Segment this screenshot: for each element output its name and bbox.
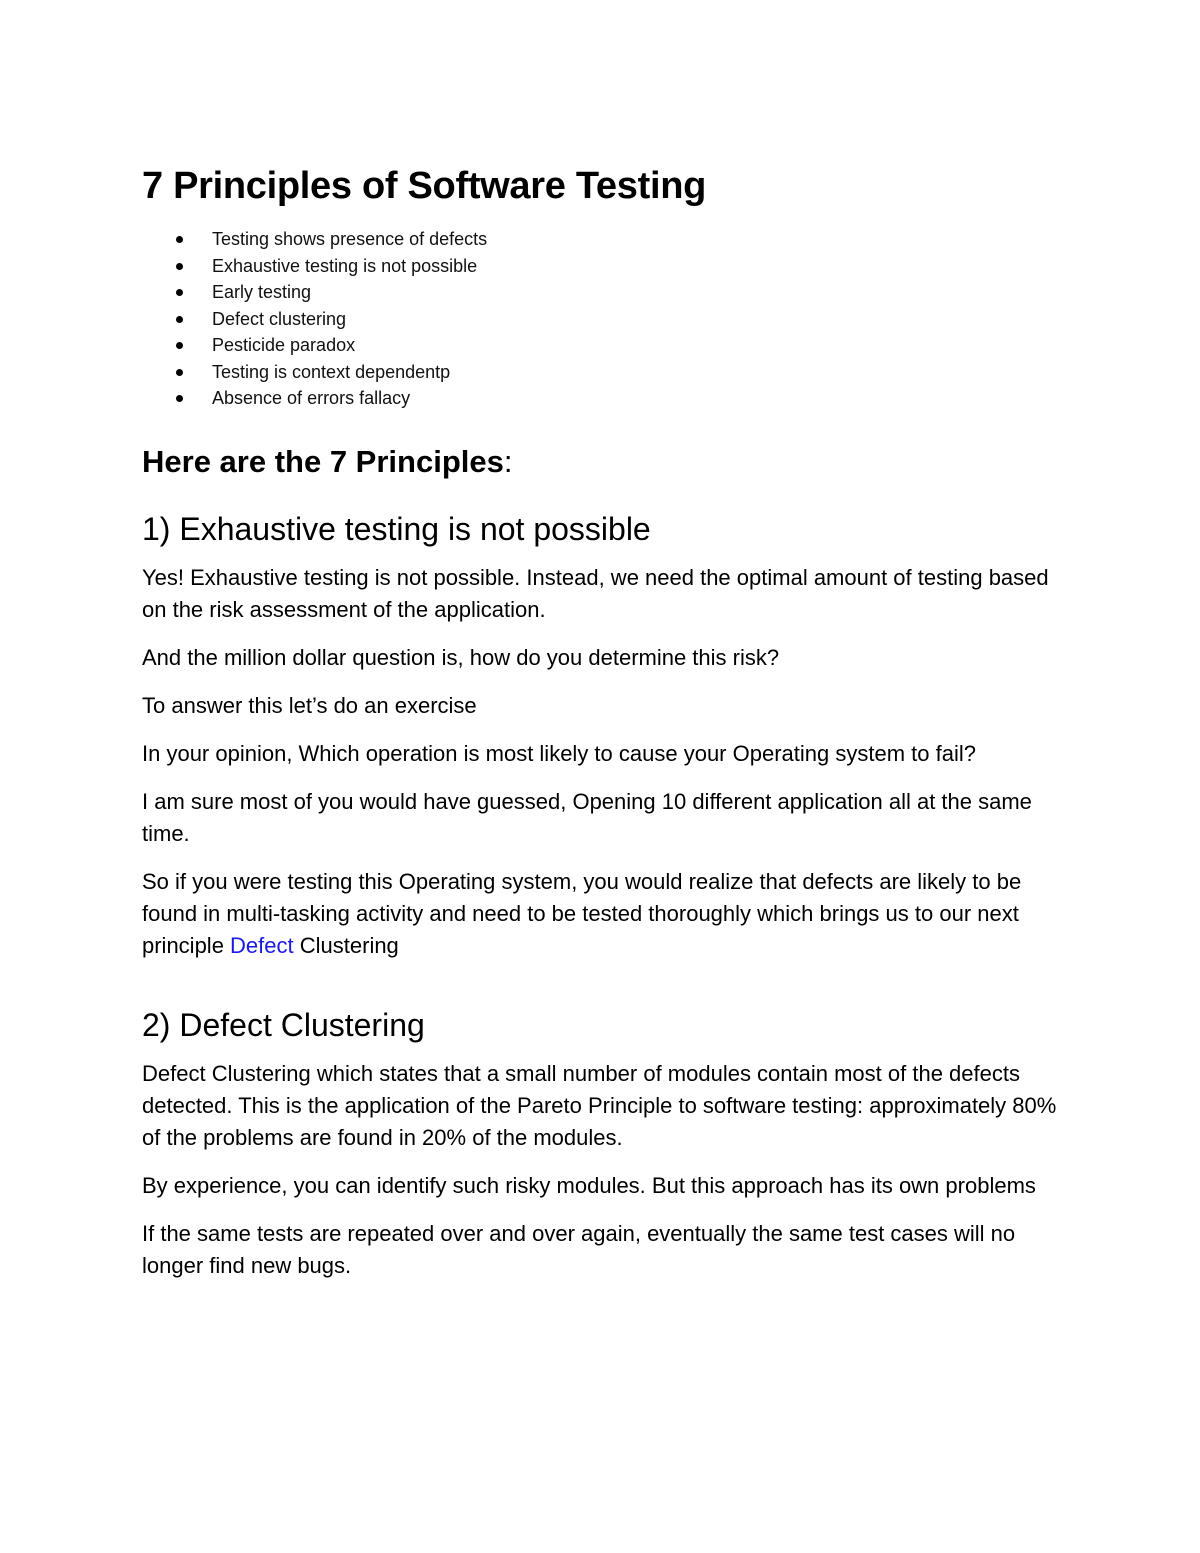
list-item-text: Exhaustive testing is not possible (212, 255, 478, 276)
section-2-paragraph: If the same tests are repeated over and over again, eventually the same test cases will no longer find new bugs. (142, 1220, 1016, 1278)
document-title: 7 Principles of Software Testing (142, 165, 707, 207)
section-1-last-paragraph (142, 866, 1072, 962)
list-item-text: Absence of errors fallacy (212, 388, 411, 408)
bullet-icon (176, 289, 183, 296)
bullet-icon (176, 236, 183, 243)
document-page (142, 160, 1072, 1298)
section-1-paragraph: In your opinion, Which operation is most likely to cause your Operating system to fail? (142, 740, 976, 766)
paragraph-text: So if you were testing this Operating system, you would realize that defects are likely to be found in multi-tasking activity and need to be tested thoroughly which brings us to our next principle (142, 868, 1022, 958)
paragraph-text: Clustering (293, 932, 399, 958)
section-1-heading: 1) Exhaustive testing is not possible (142, 510, 651, 547)
section-2-heading: 2) Defect Clustering (142, 1006, 425, 1043)
bullet-icon (176, 395, 183, 402)
section-1-paragraph: To answer this let’s do an exercise (142, 692, 477, 718)
list-item (142, 385, 1072, 412)
section-1-paragraph: Yes! Exhaustive testing is not possible. Instead, we need the optimal amount of testing based on the risk assessment of the application. (142, 564, 1049, 622)
list-item-text: Early testing (212, 282, 312, 302)
bullet-icon (176, 342, 183, 349)
intro-heading (142, 442, 1072, 482)
list-item-text: Pesticide paradox (212, 335, 356, 355)
section-2-paragraph: Defect Clustering which states that a small number of modules contain most of the defects detected. This is the application of the Pareto Principle to software testing: approximately 80% of the problems are found in 20% of the modules. (142, 1060, 1057, 1150)
intro-heading-text: Here are the 7 Principles (142, 443, 504, 479)
section-2-paragraph: By experience, you can identify such risky modules. But this approach has its own problems (142, 1172, 1036, 1198)
list-item (142, 306, 1072, 333)
bullet-icon (176, 369, 183, 376)
section-1-paragraph: And the million dollar question is, how do you determine this risk? (142, 644, 780, 670)
principles-list (142, 226, 1072, 412)
bullet-icon (176, 316, 183, 323)
list-item (142, 332, 1072, 359)
intro-heading-colon: : (503, 443, 513, 479)
list-item-text: Testing shows presence of defects (212, 229, 488, 249)
list-item-text: Testing is context dependentp (212, 361, 451, 382)
list-item (142, 279, 1072, 306)
section-1-paragraph: I am sure most of you would have guessed, Opening 10 different application all at the same time. (142, 788, 1032, 846)
list-item-text: Defect clustering (212, 308, 347, 329)
list-item (142, 253, 1072, 280)
list-item (142, 359, 1072, 386)
section-divider-space (142, 978, 1072, 1004)
list-item (142, 226, 1072, 253)
defect-link[interactable]: Defect (230, 932, 294, 958)
bullet-icon (176, 263, 183, 270)
